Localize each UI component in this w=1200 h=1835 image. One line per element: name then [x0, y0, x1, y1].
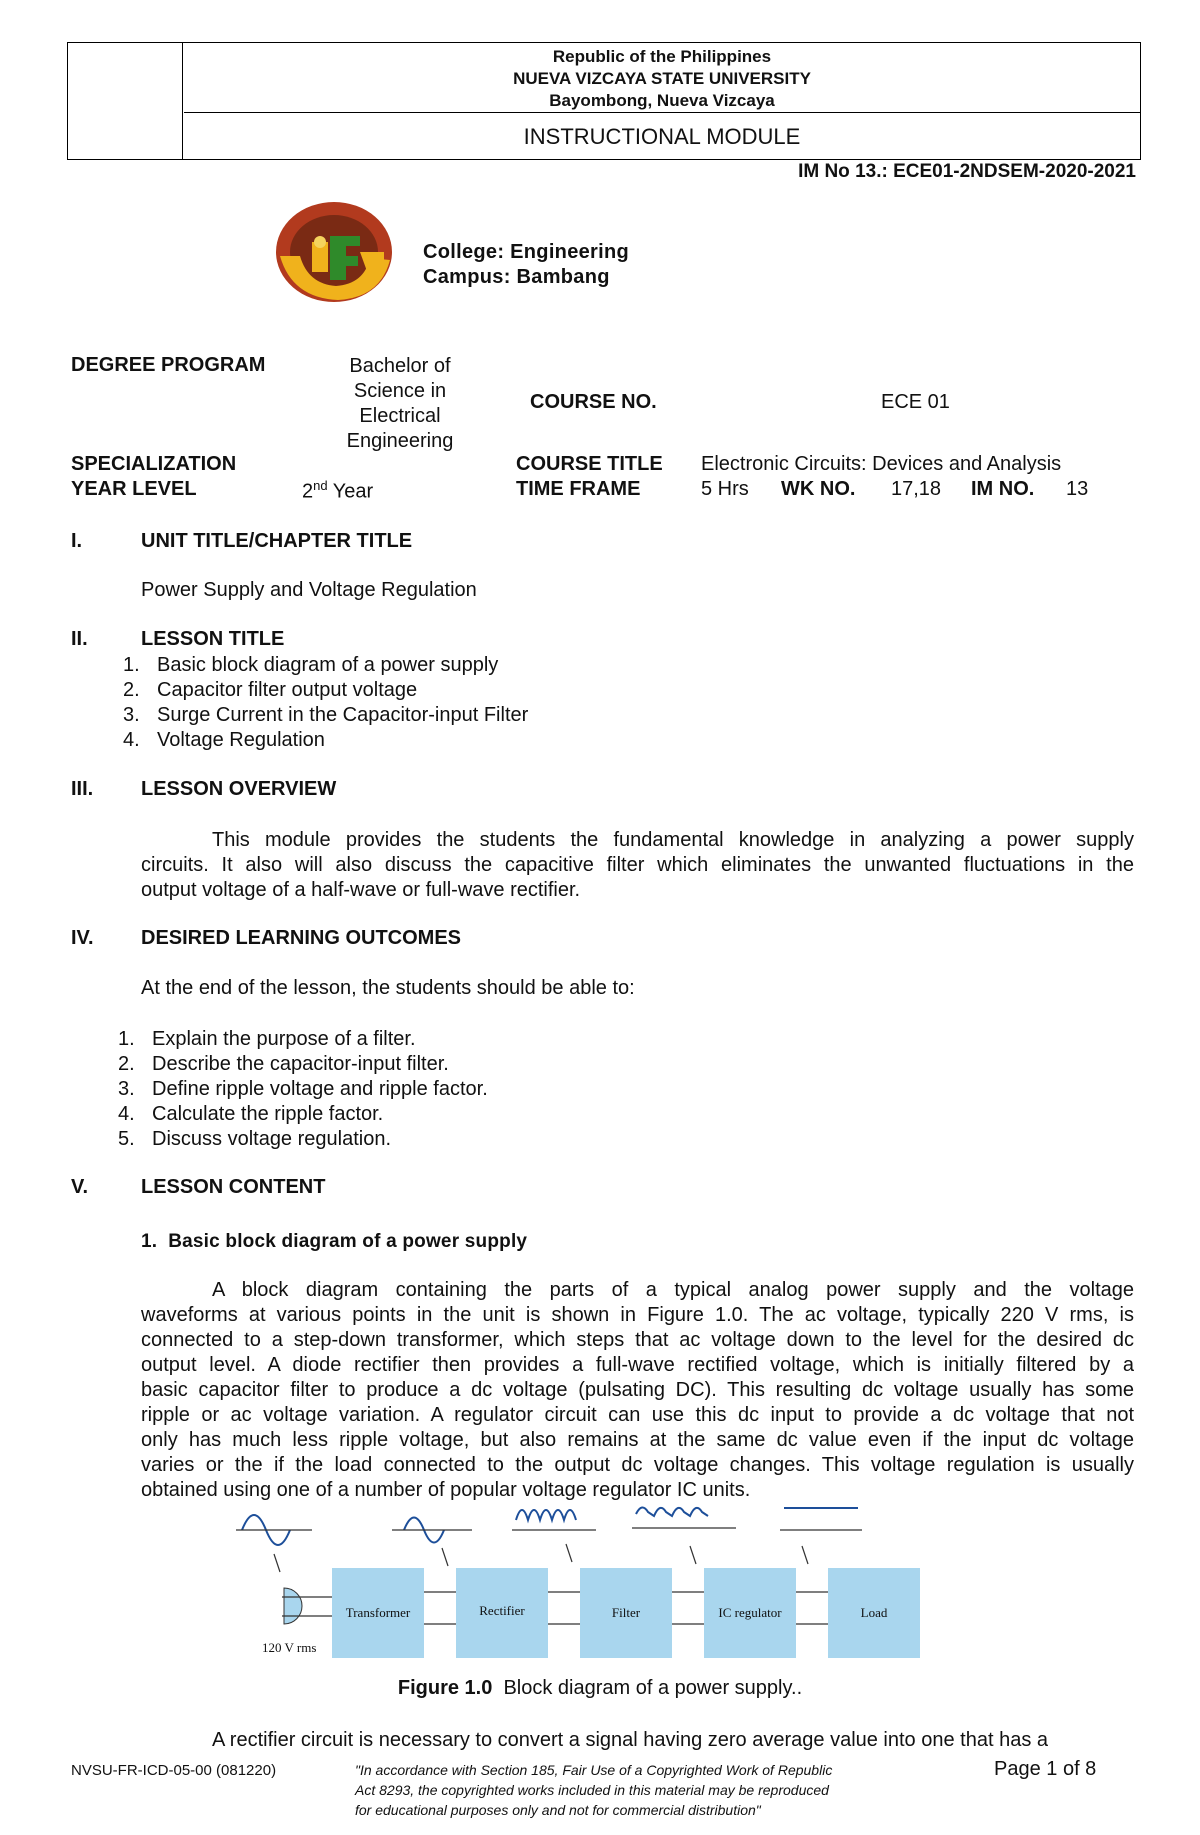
section-5-number: V. [71, 1176, 89, 1198]
year-sup: nd [313, 478, 328, 493]
figure-caption [0, 1677, 1200, 1700]
header-university-block [184, 43, 1140, 113]
overview-line-2: circuits. It also will also discuss the capacitive filter which eliminates the unwanted fluctuations in the [141, 854, 1134, 876]
content-line: A block diagram containing the parts of a typical analog power supply and the voltage [212, 1279, 1134, 1301]
list-item [123, 703, 823, 728]
section-2-number: II. [71, 628, 88, 650]
list-text: Calculate the ripple factor. [152, 1103, 384, 1125]
time-frame-value: 5 Hrs [701, 478, 749, 500]
university-seal-logo [272, 196, 400, 308]
content-line: varies or the if the load connected to the output dc voltage changes. This voltage regulation is usually [141, 1454, 1134, 1476]
section-4-title: DESIRED LEARNING OUTCOMES [141, 927, 462, 949]
campus-name: Campus: Bambang [423, 266, 610, 288]
header-module-title: INSTRUCTIONAL MODULE [523, 124, 801, 149]
content-line: only has much less ripple voltage, but also remains at the same dc value even if the input dc voltage [141, 1429, 1134, 1451]
year-level-label: YEAR LEVEL [71, 478, 197, 500]
list-text: Discuss voltage regulation. [152, 1128, 392, 1150]
list-number: 5. [118, 1128, 135, 1150]
course-title-value: Electronic Circuits: Devices and Analysis [701, 453, 1062, 475]
list-item [123, 728, 823, 753]
list-item [118, 1127, 818, 1152]
power-supply-block-diagram [236, 1500, 936, 1660]
lesson-title-list [123, 653, 823, 753]
specialization-label: SPECIALIZATION [71, 453, 237, 475]
course-title-label: COURSE TITLE [516, 453, 663, 475]
lesson-content-paragraph [141, 1278, 1134, 1503]
year-num: 2 [302, 480, 314, 503]
content-line: ripple or ac voltage variation. A regulator circuit can use this dc input to provide a dc voltage that not [141, 1404, 1134, 1426]
list-text: Basic block diagram of a power supply [157, 654, 499, 676]
notice-line: "In accordance with Section 185, Fair Use of a Copyrighted Work of Republic [355, 1762, 833, 1778]
college-block [423, 240, 629, 290]
time-frame-label: TIME FRAME [516, 478, 641, 500]
filtered-ripple-wave [636, 1507, 708, 1516]
section-3-title: LESSON OVERVIEW [141, 778, 337, 800]
list-number: 4. [123, 729, 140, 751]
im-no-value: 13 [1066, 478, 1089, 500]
degree-line-2: Science in [353, 380, 447, 402]
list-item [118, 1027, 818, 1052]
learning-outcomes-list [118, 1027, 818, 1152]
notice-line: for educational purposes only and not for commercial distribution" [355, 1802, 761, 1818]
content-line: output level. A diode rectifier then provides a full-wave rectified voltage, which is initially filtered by a [141, 1354, 1134, 1376]
list-text: Explain the purpose of a filter. [152, 1028, 416, 1050]
list-item [123, 653, 823, 678]
list-number: 1. [123, 654, 140, 676]
notice-line: Act 8293, the copyrighted works included in this material may be reproduced [355, 1782, 829, 1798]
source-voltage-label: 120 V rms [262, 1640, 317, 1655]
list-text: Capacitor filter output voltage [157, 679, 418, 701]
degree-line-1: Bachelor of [349, 355, 451, 377]
figure-caption-label: Figure 1.0 [397, 1677, 493, 1699]
header-university: NUEVA VIZCAYA STATE UNIVERSITY [513, 69, 811, 88]
header-box [67, 42, 1141, 160]
list-item [123, 678, 823, 703]
degree-program-value [320, 354, 480, 454]
transformer-label: Transformer [345, 1605, 411, 1620]
list-item [118, 1102, 818, 1127]
college-name: College: Engineering [423, 241, 630, 263]
list-text: Surge Current in the Capacitor-input Filter [157, 704, 529, 726]
im-no-label: IM NO. [971, 478, 1035, 500]
overview-line-1: This module provides the students the fundamental knowledge in analyzing a power supply [212, 829, 1134, 851]
list-item [118, 1077, 818, 1102]
section-3-number: III. [71, 778, 94, 800]
section-1-number: I. [71, 530, 83, 552]
list-number: 4. [118, 1103, 135, 1125]
wk-no-label: WK NO. [781, 478, 856, 500]
rectified-wave [516, 1510, 576, 1520]
overview-line-3: output voltage of a half-wave or full-wave rectifier. [141, 879, 581, 901]
header-location: Bayombong, Nueva Vizcaya [549, 91, 775, 110]
trailing-paragraph-line: A rectifier circuit is necessary to convert a signal having zero average value into one that has a [212, 1729, 1049, 1751]
course-no-label: COURSE NO. [530, 391, 657, 413]
section-2-title: LESSON TITLE [141, 628, 285, 650]
section-1-text: Power Supply and Voltage Regulation [141, 579, 477, 601]
lesson-overview-paragraph [141, 828, 1134, 903]
load-label: Load [860, 1605, 888, 1620]
rectifier-label: Rectifier [479, 1603, 525, 1618]
ac-plug-icon [284, 1588, 302, 1624]
content-line: basic capacitor filter to produce a dc voltage (pulsating DC). This resulting dc voltage usually has some [141, 1379, 1134, 1401]
list-item [118, 1052, 818, 1077]
list-text: Describe the capacitor-input filter. [152, 1053, 449, 1075]
section-1-title: UNIT TITLE/CHAPTER TITLE [141, 530, 413, 552]
degree-line-3: Electrical [359, 405, 441, 427]
degree-program-label: DEGREE PROGRAM [71, 354, 266, 376]
outcomes-intro: At the end of the lesson, the students should be able to: [141, 977, 635, 999]
list-number: 2. [118, 1053, 135, 1075]
footer-copyright-notice [355, 1760, 832, 1820]
course-no-value: ECE 01 [881, 391, 950, 413]
subsection-title: 1. Basic block diagram of a power supply [141, 1231, 528, 1252]
list-number: 3. [118, 1078, 135, 1100]
year-level-value [302, 478, 373, 504]
content-line: connected to a step-down transformer, which steps that ac voltage down to the level for the desired dc [141, 1329, 1134, 1351]
filter-label: Filter [611, 1605, 641, 1620]
list-number: 2. [123, 679, 140, 701]
list-number: 1. [118, 1028, 135, 1050]
figure-caption-text: Block diagram of a power supply.. [492, 1677, 803, 1699]
list-text: Voltage Regulation [157, 729, 325, 751]
list-number: 3. [123, 704, 140, 726]
ic-regulator-label: IC regulator [718, 1605, 782, 1620]
header-republic: Republic of the Philippines [552, 47, 772, 66]
content-line: obtained using one of a number of popular voltage regulator IC units. [141, 1479, 751, 1501]
degree-line-4: Engineering [346, 430, 454, 452]
im-number: IM No 13.: ECE01-2NDSEM-2020-2021 [798, 161, 1136, 182]
footer-form-code: NVSU-FR-ICD-05-00 (081220) [71, 1762, 277, 1779]
header-logo-cell [68, 43, 183, 159]
wk-no-value: 17,18 [891, 478, 942, 500]
year-word: Year [327, 480, 374, 503]
content-line: waveforms at various points in the unit is shown in Figure 1.0. The ac voltage, typically 220 V rms, is [141, 1304, 1134, 1326]
section-4-number: IV. [71, 927, 94, 949]
section-5-title: LESSON CONTENT [141, 1176, 326, 1198]
footer-page-number: Page 1 of 8 [994, 1758, 1097, 1780]
list-text: Define ripple voltage and ripple factor. [152, 1078, 488, 1100]
